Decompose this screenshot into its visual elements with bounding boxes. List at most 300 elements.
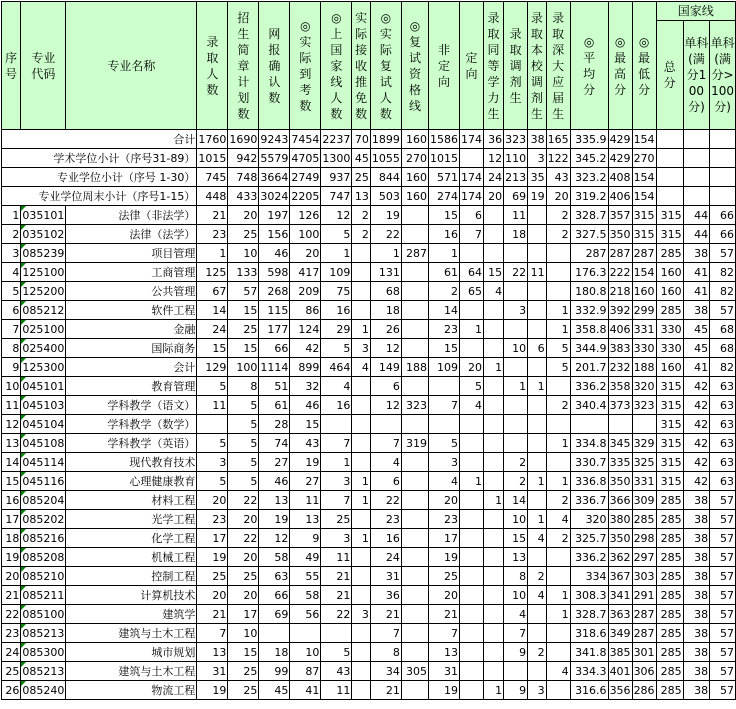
table-cell[interactable]: 2 — [546, 491, 570, 510]
table-cell[interactable]: 109 — [429, 358, 460, 377]
table-cell[interactable]: 12 — [484, 149, 504, 168]
table-cell[interactable]: 109 — [321, 263, 352, 282]
table-cell[interactable] — [546, 453, 570, 472]
table-cell[interactable]: 5 — [228, 396, 259, 415]
table-cell[interactable]: 285 — [656, 510, 683, 529]
table-cell[interactable]: 18 — [504, 225, 528, 244]
table-cell[interactable]: 433 — [228, 187, 259, 206]
table-cell[interactable] — [546, 624, 570, 643]
table-cell[interactable]: 291 — [632, 586, 656, 605]
row-name[interactable]: 项目管理 — [66, 244, 197, 263]
table-cell[interactable] — [546, 244, 570, 263]
table-cell[interactable]: 286 — [632, 681, 656, 700]
table-cell[interactable]: 335 — [608, 453, 632, 472]
table-cell[interactable] — [484, 244, 504, 263]
table-cell[interactable]: 20 — [228, 548, 259, 567]
table-cell[interactable]: 188 — [401, 358, 428, 377]
table-cell[interactable]: 349 — [608, 624, 632, 643]
table-cell[interactable]: 2 — [528, 567, 547, 586]
table-cell[interactable]: 22 — [228, 529, 259, 548]
table-cell[interactable]: 29 — [321, 320, 352, 339]
table-cell[interactable]: 309 — [632, 491, 656, 510]
table-cell[interactable]: 287 — [401, 244, 428, 263]
table-cell[interactable]: 19 — [197, 548, 228, 567]
table-cell[interactable]: 285 — [656, 586, 683, 605]
table-cell[interactable] — [528, 434, 547, 453]
table-cell[interactable]: 222 — [608, 263, 632, 282]
table-cell[interactable]: 65 — [460, 282, 484, 301]
row-code[interactable]: 085239 — [21, 244, 66, 263]
table-cell[interactable]: 63 — [710, 396, 736, 415]
table-cell[interactable] — [710, 187, 736, 206]
table-cell[interactable]: 380 — [608, 510, 632, 529]
table-cell[interactable]: 316.6 — [570, 681, 608, 700]
table-cell[interactable] — [484, 320, 504, 339]
table-cell[interactable] — [401, 415, 428, 434]
table-cell[interactable]: 5 — [321, 643, 352, 662]
table-cell[interactable]: 5 — [197, 434, 228, 453]
table-cell[interactable]: 350 — [608, 472, 632, 491]
table-cell[interactable]: 25 — [321, 510, 352, 529]
table-cell[interactable] — [401, 453, 428, 472]
table-cell[interactable]: 4 — [321, 377, 352, 396]
table-cell[interactable]: 232 — [608, 358, 632, 377]
table-cell[interactable]: 46 — [290, 396, 321, 415]
row-name[interactable]: 城市规划 — [66, 643, 197, 662]
table-cell[interactable] — [460, 624, 484, 643]
table-cell[interactable]: 330 — [656, 320, 683, 339]
table-cell[interactable]: 20 — [197, 586, 228, 605]
table-cell[interactable] — [608, 415, 632, 434]
table-cell[interactable]: 301 — [632, 643, 656, 662]
table-cell[interactable]: 3664 — [259, 168, 290, 187]
table-cell[interactable]: 937 — [321, 168, 352, 187]
table-cell[interactable]: 287 — [632, 624, 656, 643]
table-cell[interactable] — [656, 149, 683, 168]
row-name[interactable]: 材料工程 — [66, 491, 197, 510]
row-name[interactable]: 建筑学 — [66, 605, 197, 624]
table-cell[interactable]: 2 — [352, 225, 371, 244]
row-name[interactable]: 机械工程 — [66, 548, 197, 567]
table-cell[interactable]: 100 — [290, 225, 321, 244]
table-cell[interactable]: 11 — [321, 548, 352, 567]
row-seq[interactable]: 16 — [2, 491, 21, 510]
table-cell[interactable]: 5 — [228, 415, 259, 434]
table-cell[interactable] — [528, 225, 547, 244]
table-cell[interactable]: 3 — [528, 149, 547, 168]
table-cell[interactable]: 747 — [321, 187, 352, 206]
table-cell[interactable]: 24 — [370, 548, 401, 567]
table-cell[interactable]: 13 — [259, 491, 290, 510]
table-cell[interactable]: 38 — [683, 548, 710, 567]
table-cell[interactable]: 174 — [460, 187, 484, 206]
table-cell[interactable]: 174 — [460, 130, 484, 149]
table-cell[interactable]: 350 — [608, 225, 632, 244]
table-cell[interactable]: 122 — [546, 149, 570, 168]
table-cell[interactable]: 1 — [484, 491, 504, 510]
table-cell[interactable]: 42 — [683, 415, 710, 434]
table-cell[interactable]: 3 — [321, 529, 352, 548]
table-cell[interactable]: 57 — [710, 244, 736, 263]
table-cell[interactable] — [352, 396, 371, 415]
table-cell[interactable]: 22 — [228, 491, 259, 510]
table-cell[interactable]: 325.7 — [570, 529, 608, 548]
table-cell[interactable]: 308.3 — [570, 586, 608, 605]
table-cell[interactable]: 7 — [429, 396, 460, 415]
table-cell[interactable] — [484, 415, 504, 434]
table-cell[interactable]: 21 — [197, 605, 228, 624]
table-cell[interactable]: 42 — [683, 377, 710, 396]
table-cell[interactable]: 18 — [370, 301, 401, 320]
row-seq[interactable]: 12 — [2, 415, 21, 434]
row-name[interactable]: 计算机技术 — [66, 586, 197, 605]
table-cell[interactable]: 303 — [632, 567, 656, 586]
table-cell[interactable] — [401, 586, 428, 605]
table-cell[interactable]: 1 — [528, 472, 547, 491]
summary-label[interactable]: 专业学位小计（序号 1-30） — [2, 168, 197, 187]
table-cell[interactable]: 2 — [546, 529, 570, 548]
table-cell[interactable]: 25 — [228, 225, 259, 244]
table-cell[interactable]: 160 — [656, 358, 683, 377]
table-cell[interactable]: 330 — [632, 339, 656, 358]
table-cell[interactable]: 15 — [197, 339, 228, 358]
row-seq[interactable]: 17 — [2, 510, 21, 529]
table-cell[interactable] — [401, 529, 428, 548]
table-cell[interactable]: 160 — [401, 168, 428, 187]
row-code[interactable]: 025100 — [21, 320, 66, 339]
table-cell[interactable]: 20 — [290, 244, 321, 263]
table-cell[interactable] — [504, 434, 528, 453]
row-name[interactable]: 金融 — [66, 320, 197, 339]
table-cell[interactable] — [484, 586, 504, 605]
table-cell[interactable]: 4 — [460, 396, 484, 415]
table-cell[interactable] — [321, 415, 352, 434]
table-cell[interactable]: 1 — [484, 358, 504, 377]
table-cell[interactable]: 1 — [352, 472, 371, 491]
table-cell[interactable] — [528, 301, 547, 320]
table-cell[interactable]: 36 — [370, 586, 401, 605]
table-cell[interactable]: 43 — [290, 434, 321, 453]
table-cell[interactable]: 38 — [683, 244, 710, 263]
summary-label[interactable]: 专业学位周末小计（序号1-15） — [2, 187, 197, 206]
table-cell[interactable]: 160 — [632, 282, 656, 301]
table-cell[interactable]: 315 — [656, 225, 683, 244]
table-cell[interactable] — [370, 415, 401, 434]
table-cell[interactable]: 38 — [683, 491, 710, 510]
table-cell[interactable]: 17 — [429, 529, 460, 548]
table-cell[interactable]: 5579 — [259, 149, 290, 168]
row-seq[interactable]: 2 — [2, 225, 21, 244]
table-cell[interactable]: 66 — [259, 339, 290, 358]
table-cell[interactable] — [528, 244, 547, 263]
table-cell[interactable]: 336.2 — [570, 548, 608, 567]
table-cell[interactable] — [528, 453, 547, 472]
table-cell[interactable]: 1 — [352, 529, 371, 548]
row-name[interactable]: 现代教育技术 — [66, 453, 197, 472]
table-cell[interactable] — [401, 548, 428, 567]
row-code[interactable]: 085212 — [21, 301, 66, 320]
table-cell[interactable] — [484, 206, 504, 225]
table-cell[interactable] — [484, 643, 504, 662]
row-code[interactable]: 125100 — [21, 263, 66, 282]
table-cell[interactable] — [546, 643, 570, 662]
table-cell[interactable]: 4 — [352, 358, 371, 377]
table-cell[interactable]: 7454 — [290, 130, 321, 149]
table-cell[interactable]: 82 — [710, 282, 736, 301]
table-cell[interactable]: 319.2 — [570, 187, 608, 206]
table-cell[interactable]: 1 — [546, 320, 570, 339]
table-cell[interactable]: 66 — [710, 225, 736, 244]
table-cell[interactable]: 115 — [259, 301, 290, 320]
table-cell[interactable] — [632, 415, 656, 434]
table-cell[interactable]: 11 — [321, 681, 352, 700]
table-cell[interactable]: 328.7 — [570, 206, 608, 225]
table-cell[interactable] — [484, 662, 504, 681]
table-cell[interactable]: 4 — [546, 510, 570, 529]
table-cell[interactable] — [401, 510, 428, 529]
table-cell[interactable]: 598 — [259, 263, 290, 282]
table-cell[interactable] — [656, 168, 683, 187]
table-cell[interactable]: 748 — [228, 168, 259, 187]
table-cell[interactable] — [460, 434, 484, 453]
table-cell[interactable] — [484, 605, 504, 624]
table-cell[interactable]: 20 — [546, 187, 570, 206]
table-cell[interactable]: 4 — [484, 282, 504, 301]
table-cell[interactable]: 320 — [570, 510, 608, 529]
table-cell[interactable]: 23 — [370, 510, 401, 529]
table-cell[interactable]: 8 — [370, 643, 401, 662]
table-cell[interactable]: 34 — [370, 662, 401, 681]
table-cell[interactable]: 218 — [608, 282, 632, 301]
table-cell[interactable] — [546, 377, 570, 396]
row-code[interactable]: 125200 — [21, 282, 66, 301]
row-seq[interactable]: 3 — [2, 244, 21, 263]
table-cell[interactable]: 401 — [608, 662, 632, 681]
table-cell[interactable]: 366 — [608, 491, 632, 510]
table-cell[interactable] — [484, 377, 504, 396]
table-cell[interactable]: 5 — [460, 377, 484, 396]
table-cell[interactable] — [460, 510, 484, 529]
table-cell[interactable]: 2 — [352, 206, 371, 225]
table-cell[interactable]: 3 — [197, 453, 228, 472]
table-cell[interactable]: 285 — [656, 624, 683, 643]
table-cell[interactable]: 4 — [504, 605, 528, 624]
table-cell[interactable]: 1690 — [228, 130, 259, 149]
table-cell[interactable] — [401, 491, 428, 510]
table-cell[interactable]: 38 — [683, 529, 710, 548]
table-cell[interactable]: 1899 — [370, 130, 401, 149]
table-cell[interactable]: 61 — [429, 263, 460, 282]
table-cell[interactable]: 209 — [290, 282, 321, 301]
row-seq[interactable]: 24 — [2, 643, 21, 662]
table-cell[interactable]: 2 — [429, 282, 460, 301]
row-code[interactable]: 045104 — [21, 415, 66, 434]
table-cell[interactable]: 1586 — [429, 130, 460, 149]
table-cell[interactable]: 1 — [321, 453, 352, 472]
table-cell[interactable] — [504, 358, 528, 377]
row-code[interactable]: 085208 — [21, 548, 66, 567]
table-cell[interactable]: 1300 — [321, 149, 352, 168]
table-cell[interactable]: 330 — [656, 339, 683, 358]
table-cell[interactable]: 45 — [683, 320, 710, 339]
table-cell[interactable]: 21 — [321, 586, 352, 605]
table-cell[interactable] — [484, 301, 504, 320]
table-cell[interactable]: 363 — [608, 605, 632, 624]
table-cell[interactable]: 6 — [528, 339, 547, 358]
table-cell[interactable]: 57 — [710, 529, 736, 548]
table-cell[interactable] — [429, 415, 460, 434]
row-seq[interactable]: 19 — [2, 548, 21, 567]
table-cell[interactable]: 1 — [528, 510, 547, 529]
table-cell[interactable]: 176.3 — [570, 263, 608, 282]
table-cell[interactable]: 25 — [197, 567, 228, 586]
table-cell[interactable] — [352, 548, 371, 567]
table-cell[interactable]: 51 — [259, 377, 290, 396]
table-cell[interactable] — [546, 567, 570, 586]
table-cell[interactable] — [460, 491, 484, 510]
table-cell[interactable]: 57 — [710, 605, 736, 624]
table-cell[interactable]: 66 — [259, 586, 290, 605]
table-cell[interactable]: 1114 — [259, 358, 290, 377]
table-cell[interactable]: 22 — [370, 491, 401, 510]
table-cell[interactable]: 25 — [228, 662, 259, 681]
table-cell[interactable]: 38 — [683, 567, 710, 586]
table-cell[interactable]: 160 — [656, 263, 683, 282]
table-cell[interactable] — [352, 244, 371, 263]
row-seq[interactable]: 13 — [2, 434, 21, 453]
table-cell[interactable]: 1055 — [370, 149, 401, 168]
table-cell[interactable]: 126 — [290, 206, 321, 225]
table-cell[interactable] — [352, 510, 371, 529]
table-cell[interactable]: 14 — [429, 301, 460, 320]
table-cell[interactable]: 5 — [321, 339, 352, 358]
table-cell[interactable]: 464 — [321, 358, 352, 377]
table-cell[interactable]: 315 — [656, 472, 683, 491]
table-cell[interactable]: 329 — [632, 434, 656, 453]
row-name[interactable]: 光学工程 — [66, 510, 197, 529]
table-cell[interactable]: 2237 — [321, 130, 352, 149]
table-cell[interactable]: 13 — [504, 548, 528, 567]
table-cell[interactable] — [504, 320, 528, 339]
table-cell[interactable]: 408 — [608, 168, 632, 187]
table-cell[interactable] — [197, 415, 228, 434]
table-cell[interactable]: 285 — [656, 548, 683, 567]
table-cell[interactable]: 2 — [504, 453, 528, 472]
table-cell[interactable]: 1 — [546, 434, 570, 453]
table-cell[interactable] — [401, 605, 428, 624]
table-cell[interactable]: 362 — [608, 548, 632, 567]
row-code[interactable]: 045114 — [21, 453, 66, 472]
table-cell[interactable]: 297 — [632, 548, 656, 567]
table-cell[interactable]: 99 — [259, 662, 290, 681]
table-cell[interactable]: 341.8 — [570, 643, 608, 662]
table-cell[interactable]: 1 — [197, 244, 228, 263]
row-name[interactable]: 法律（法学） — [66, 225, 197, 244]
table-cell[interactable] — [352, 643, 371, 662]
table-cell[interactable] — [401, 320, 428, 339]
table-cell[interactable]: 285 — [656, 491, 683, 510]
table-cell[interactable]: 350 — [608, 529, 632, 548]
table-cell[interactable]: 42 — [683, 396, 710, 415]
row-code[interactable]: 035102 — [21, 225, 66, 244]
table-cell[interactable]: 154 — [632, 130, 656, 149]
table-cell[interactable]: 11 — [504, 206, 528, 225]
table-cell[interactable]: 66 — [710, 206, 736, 225]
table-cell[interactable]: 58 — [259, 548, 290, 567]
table-cell[interactable]: 133 — [228, 263, 259, 282]
table-cell[interactable]: 25 — [228, 567, 259, 586]
table-cell[interactable]: 285 — [656, 643, 683, 662]
table-cell[interactable]: 15 — [429, 339, 460, 358]
table-cell[interactable]: 154 — [632, 187, 656, 206]
table-cell[interactable]: 22 — [321, 605, 352, 624]
table-cell[interactable]: 1 — [546, 472, 570, 491]
table-cell[interactable]: 11 — [197, 396, 228, 415]
table-cell[interactable] — [401, 472, 428, 491]
table-cell[interactable]: 10 — [504, 339, 528, 358]
table-cell[interactable]: 100 — [228, 358, 259, 377]
table-cell[interactable]: 68 — [370, 282, 401, 301]
table-cell[interactable] — [401, 339, 428, 358]
table-cell[interactable] — [429, 377, 460, 396]
table-cell[interactable]: 5 — [321, 225, 352, 244]
table-cell[interactable]: 325 — [632, 453, 656, 472]
table-cell[interactable]: 38 — [683, 681, 710, 700]
table-cell[interactable]: 23 — [429, 320, 460, 339]
table-cell[interactable]: 26 — [370, 320, 401, 339]
table-cell[interactable] — [401, 225, 428, 244]
table-cell[interactable]: 31 — [370, 567, 401, 586]
row-code[interactable]: 085210 — [21, 567, 66, 586]
row-code[interactable]: 045108 — [21, 434, 66, 453]
table-cell[interactable]: 46 — [259, 472, 290, 491]
table-cell[interactable]: 10 — [504, 510, 528, 529]
table-cell[interactable]: 21 — [321, 567, 352, 586]
table-cell[interactable] — [352, 453, 371, 472]
table-cell[interactable] — [528, 358, 547, 377]
table-cell[interactable]: 1 — [460, 472, 484, 491]
table-cell[interactable]: 15 — [290, 415, 321, 434]
table-cell[interactable]: 70 — [352, 130, 371, 149]
table-cell[interactable]: 5 — [228, 434, 259, 453]
table-cell[interactable] — [460, 529, 484, 548]
table-cell[interactable]: 844 — [370, 168, 401, 187]
table-cell[interactable]: 315 — [656, 453, 683, 472]
row-name[interactable]: 公共管理 — [66, 282, 197, 301]
table-cell[interactable]: 356 — [608, 681, 632, 700]
table-cell[interactable]: 331 — [632, 472, 656, 491]
table-cell[interactable]: 41 — [683, 358, 710, 377]
table-cell[interactable] — [460, 548, 484, 567]
row-code[interactable]: 045101 — [21, 377, 66, 396]
row-name[interactable]: 物流工程 — [66, 681, 197, 700]
table-cell[interactable]: 323 — [401, 396, 428, 415]
row-code[interactable]: 085240 — [21, 681, 66, 700]
table-cell[interactable]: 15 — [228, 643, 259, 662]
table-cell[interactable]: 341 — [608, 586, 632, 605]
table-cell[interactable]: 21 — [370, 681, 401, 700]
table-cell[interactable]: 1 — [546, 586, 570, 605]
row-seq[interactable]: 7 — [2, 320, 21, 339]
table-cell[interactable]: 4 — [528, 586, 547, 605]
table-cell[interactable]: 43 — [321, 662, 352, 681]
row-seq[interactable]: 10 — [2, 377, 21, 396]
table-cell[interactable]: 31 — [429, 662, 460, 681]
table-cell[interactable]: 19 — [290, 453, 321, 472]
table-cell[interactable] — [484, 434, 504, 453]
table-cell[interactable] — [528, 624, 547, 643]
table-cell[interactable]: 334 — [570, 567, 608, 586]
